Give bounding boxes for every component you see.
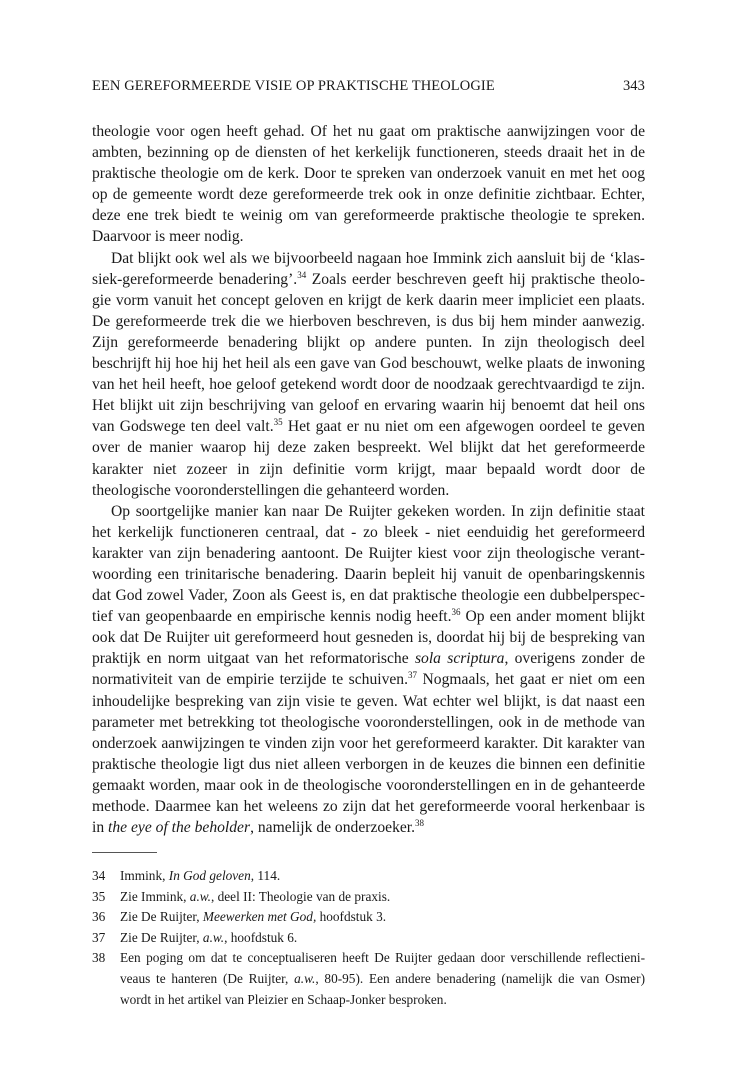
italic-text: the eye of the beholder: [108, 819, 251, 837]
footnote-text: [120, 950, 645, 1006]
running-title: EEN GEREFORMEERDE VISIE OP PRAKTISCHE THEOLOGIE: [92, 78, 495, 94]
text-run: , 114.: [250, 868, 281, 883]
text-run: hoofdstuk 3.: [316, 909, 387, 925]
footnote-reference: 37: [408, 670, 417, 681]
paragraph-2: [92, 248, 645, 501]
text-run: Zie Immink,: [120, 888, 190, 904]
footnote-text: [120, 889, 390, 904]
footnote: [92, 928, 645, 949]
footnote-separator: [92, 852, 157, 853]
footnote-reference: 35: [273, 417, 283, 428]
text-run: theologie voor ogen heeft gehad. Of het nu gaat om praktische aanwijzingen voor de ambten, bezinning op de diensten of het kerkelijk functioneren, steeds draait het in de praktische theologie om de kerk. Door te spreken van onderzoek vanuit en met het oog op de gemeente wordt deze gereformeerde trek ook in onze definitie zichtbaar. Echter, deze ene trek biedt te weinig om van gereformeerde praktische theologie te spreken. Daarvoor is meer nodig.: [92, 123, 645, 246]
footnote: [92, 907, 645, 928]
footnote-reference: 38: [415, 818, 425, 829]
italic-text: a.w.: [294, 970, 316, 986]
text-run: Zie De Ruijter,: [120, 909, 203, 925]
text-run: Dat blijkt ook wel als we bijvoorbeeld nagaan hoe Immink zich aansluit bij de ‘klassiek-gereformeerde benadering’.: [92, 249, 645, 288]
text-run: , deel II: Theologie van de praxis.: [210, 888, 391, 904]
footnote-number: 37: [92, 929, 106, 945]
text-run: , overigens zonder de normativiteit van de empirie terzijde te schuiven.: [92, 650, 646, 689]
text-run: , hoofdstuk 6.: [224, 929, 298, 945]
footnote-number: 38: [92, 950, 106, 966]
footnote-text: [120, 930, 297, 945]
text-run: , 80-95). Een andere benadering (namelijk die van Osmer) wordt in het artikel van Pleizier en Schaap-Jonker besproken.: [120, 970, 646, 1007]
footnote-text: [120, 909, 386, 924]
page-number: 343: [622, 78, 645, 94]
footnote: [92, 887, 645, 908]
italic-text: a.w.: [189, 888, 211, 904]
text-run: Op een ander moment blijkt ook dat De Ruijter uit gereformeerd hout gesneden is, doordat hij bij de bespreking van praktijk en norm uitgaat van het reformatorische: [92, 608, 645, 668]
italic-text: a.w.: [202, 929, 225, 945]
text-run: Nogmaals, het gaat er niet om een inhoudelijke bespreking van zijn visie te geven. Wat echter wel blijkt, is dat naast een parameter met betrekking tot theologische vooronderstellingen, ook in de methode van onderzoek aanwijzingen te vinden zijn voor het gereformeerd karakter. Dit karakter van praktische theologie ligt dus niet alleen verborgen in de keuzes die binnen een definitie gemaakt worden, maar ook in de theologische vooronderstellingen en in de gehanteerde methode. Daarmee kan het weleens zo zijn dat het gereformeerde vooral herkenbaar is in: [92, 671, 645, 837]
footnote-reference: 36: [451, 607, 461, 618]
body-text: [92, 121, 645, 838]
footnote-reference: 34: [297, 269, 307, 280]
paragraph-1: [92, 121, 645, 248]
footnote-number: 36: [92, 909, 106, 925]
italic-text: In God geloven: [168, 868, 251, 883]
text-run: Zoals eerder beschreven geeft hij praktische theologie vorm vanuit het concept geloven en krijgt de kerk daarin meer impliciet een plaats. De gereformeerde trek die we hierboven beschreven, is dus bij hem minder aanwezig. Zijn gereformeerde benadering blijkt op andere punten. In zijn theologisch deel beschrijft hij hoe hij het heil als een gave van God beschouwt, welke plaats de inwoning van het heil heeft, hoe geloof getekend wordt door de noodzaak gerechtvaardigd te zijn. Het blijkt uit zijn beschrijving van geloof en ervaring waarin hij benoemt dat heil ons van Godswege ten deel valt.: [92, 270, 645, 436]
text-run: Immink,: [120, 868, 169, 883]
text-run: Op soortgelijke manier kan naar De Ruijter gekeken worden. In zijn definitie staat het kerkelijk functioneren centraal, dat - zo bleek - niet eenduidig het gereformeerd karakter van zijn benadering aantoont. De Ruijter kiest voor zijn theologische verantwoording een trinitarische benadering. Daarin bepleit hij vanuit de openbaringskennis dat God zowel Vader, Zoon als Geest is, en dat praktische theologie een dubbelperspectief van geopenbaarde en empirische kennis nodig heeft.: [92, 502, 645, 626]
footnotes: [92, 866, 645, 1010]
footnote-text: [120, 868, 280, 883]
italic-text: sola scriptura: [414, 650, 505, 668]
text-run: , namelijk de onderzoeker.: [250, 819, 416, 837]
italic-text: Meewerken met God,: [202, 909, 317, 925]
text-run: Het gaat er nu niet om een afgewogen oordeel te geven over de manier waarop hij deze zaken bespreekt. Wel blijkt dat het gereformeerde karakter niet zozeer in zijn definitie vorm krijgt, maar bepaald wordt door de theologische vooronderstellingen die gehanteerd worden.: [92, 418, 645, 499]
footnote-number: 34: [92, 868, 106, 883]
footnote-number: 35: [92, 888, 106, 904]
paragraph-3: [92, 501, 645, 839]
footnote: [92, 866, 645, 887]
footnote: [92, 948, 645, 1010]
text-run: Zie De Ruijter,: [120, 929, 203, 945]
text-run: Een poging om dat te conceptualiseren heeft De Ruijter gedaan door verschillende reflectieniveaus te hanteren (De Ruijter,: [120, 950, 645, 986]
